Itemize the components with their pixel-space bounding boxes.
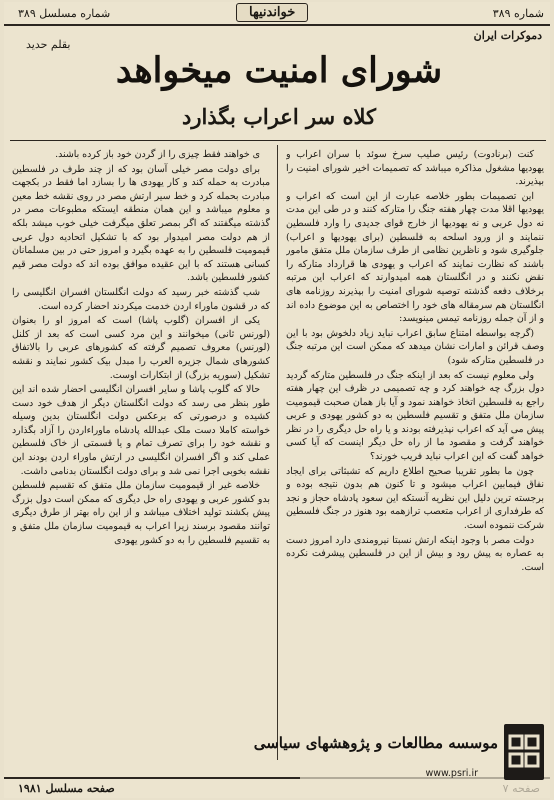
paragraph: حالا که گلوب پاشا و سایر افسران انگلیسی احضار شده اند این طور بنظر می رسد که دولت انگلستان دیگر از هدف خود دست کشیده و درصورتی که برعکس دولت انگلستان بدین وسیله خواسته کاملا دست ملک عبدالله پادشاه ماوراءاردن را آزاد بگذارد و نقشه خود را برای تصرف تمام و یا قسمتی از خاک فلسطین عملی کند و اگر افسران انگلیسی در ارتش ماوراء اردن بودند این نقشه بخوبی اجرا نمی شد و برای دولت انگلستان بدنامی داشت. <box>12 384 270 477</box>
archive-url[interactable]: www.psri.ir <box>425 768 478 779</box>
source-label: دموکرات ایران <box>473 29 542 42</box>
paragraph: چون ما بطور تقریبا صحیح اطلاع داریم که تشبثاتی برای ایجاد نفاق فیمابین اعراب میشود و تا کنون هم بدون نتیجه بوده و برجسته ترین دلیل این نظریه آنستکه این سعود پادشاه حجاز و نجد که طرفداری از اعراب متعصب ترازهمه بود هنوز در جنگ فلسطین شرکت ننموده است. <box>286 465 544 532</box>
page-number-left: صفحه مسلسل ۱۹۸۱ <box>18 782 115 795</box>
column-left <box>12 148 270 758</box>
author-label: بقلم حدید <box>26 38 71 51</box>
paragraph: دولت مصر با وجود اینکه ارتش نسبتا نیرومندی دارد امروز دست به عصاره به پیش رود و بیش از این در فلسطین پیشرفت نکرده است. <box>286 534 544 573</box>
paragraph: یکی از افسران (گلوب پاشا) است که امروز او را بعنوان (لورنس ثانی) میخوانند و این مرد کسی است که بعد از کلنل (لورنس) معروف تصمیم گرفته که کشورهای عربی را بالاتفاق کشورهای شمال جزیره العرب را مبدل بیک کشور نمایند و نقشه تشکیل (سوریه بزرگ) از ابتکارات اوست. <box>12 315 270 381</box>
issue-number-right: شماره ۳۸۹ <box>492 7 544 20</box>
paragraph: شب گذشته خبر رسید که دولت انگلستان افسران انگلیسی را که در قشون ماوراء اردن خدمت میکردند احضار کرده است. <box>12 286 270 312</box>
column-divider <box>277 145 278 760</box>
section-tag: خواندنیها <box>236 3 308 22</box>
archive-logo-icon <box>504 724 544 780</box>
page-header <box>4 2 550 26</box>
paragraph: ی خواهند فقط چیزی را از گردن خود باز کرده باشند. <box>55 149 260 160</box>
paragraph: (گرچه بواسطه امتناع سابق اعراب نباید زیاد دلخوش بود با این وصف قرائن و امارات نشان میدهد که ممکن است این مرتبه جنگ در فلسطین متارکه شود) <box>286 327 544 366</box>
header-rule <box>10 140 546 141</box>
archive-watermark <box>253 716 550 798</box>
subheadline: کلاه سر اعراب بگذارد <box>182 104 376 129</box>
paragraph: ولی معلوم نیست که بعد از اینکه جنگ در فلسطین متارکه گردید دول بزرگ چه خواهند کرد و چه تصمیمی در ظرف این چهار هفته راجع به فلسطین اتخاذ خواهند نمود و آیا باز همان صحبت قیمومیت سازمان ملل متفق و تقسیم فلسطین به دو کشور یهودی و عربی پیش می آید که اعراب نپذیرفته بودند و یا راه حل دیگری را در نظر خواهند گرفت و مقصود ما از راه حل دیگر اینست که آیا کسی خواهد گفت که این اعراب نباید فریب خورند؟ <box>286 369 544 463</box>
headline: شورای امنیت میخواهد <box>115 50 443 91</box>
issue-number-left: شماره مسلسل ۳۸۹ <box>18 7 111 20</box>
column-right <box>286 148 544 758</box>
paragraph: این تصمیمات بطور خلاصه عبارت از این است که اعراب و یهودیها اقلا مدت چهار هفته جنگ را متارکه کنند و در طی این مدت نه دول عربی و نه یهودیها از خارج قوای جدیدی را وارد فلسطین ننمایند و از ورود اسلحه به فلسطین (برای یهودیها و اعراب) جلوگیری شود و ناظرین نظامی از طرف سازمان ملل متفق مامور باشند که نظارت نمایند که اعراب و یهودی ها قرارداد متارکه را نقض نکنند و در انگلستان همه امیدوارند که اعراب این مرتبه برخلاف دفعه گذشته توصیه شورای امنیت را بپذیرند روزنامه های انگلستان هم سرمقاله های خود را اختصاص به این موضوع داده اند و از آن جمله روزنامه تیمس مینویسد: <box>286 190 544 325</box>
newspaper-page <box>4 2 550 798</box>
paragraph: خلاصه غیر از قیمومیت سازمان ملل متفق که تقسیم فلسطین بدو کشور عربی و یهودی راه حل دیگری که ممکن است دول بزرگ پیش بکشند تولید اختلاف میباشد و از این راه بهتر از طرق دیگری توانند مقصود برسند زیرا اعراب به قیمومیت سازمان ملل متفق و به تقسیم فلسطین را به دو کشور یهودی <box>12 480 270 546</box>
paragraph: کنت (برنادوت) رئیس صلیب سرخ سوئد با سران اعراب و یهودیها مشغول مذاکره میباشد که تصمیمات اخیر شورای امنیت را بپذیرند. <box>286 149 544 188</box>
archive-name: موسسه مطالعات و پژوهشهای سیاسی <box>253 734 498 752</box>
paragraph: برای دولت مصر خیلی آسان بود که از چند طرف در فلسطین مبادرت به حمله کند و کار یهودی ها را بسازد اما فقط در بکجهت مبادرت بحمله کرد و خط سیر ارتش مصر در روی نقشه خط معین و معلوم میباشد و این همان منطقه ایستکه مطبوعات مصر در گذشته میگفتند که اگر بمصر تعلق میگرفت خیلی خوب میشد بلکه از هم دولت مصر امیدوار بود که با تشکیل اتحادیه دول عربی قیمومیت فلسطین را به عهده بگیرد و امروز حتی در بین مسلمانان کسانی هستند که با این عقیده موافق بوده اند که دولت مصر قیم کشور فلسطین باشد. <box>12 163 270 284</box>
